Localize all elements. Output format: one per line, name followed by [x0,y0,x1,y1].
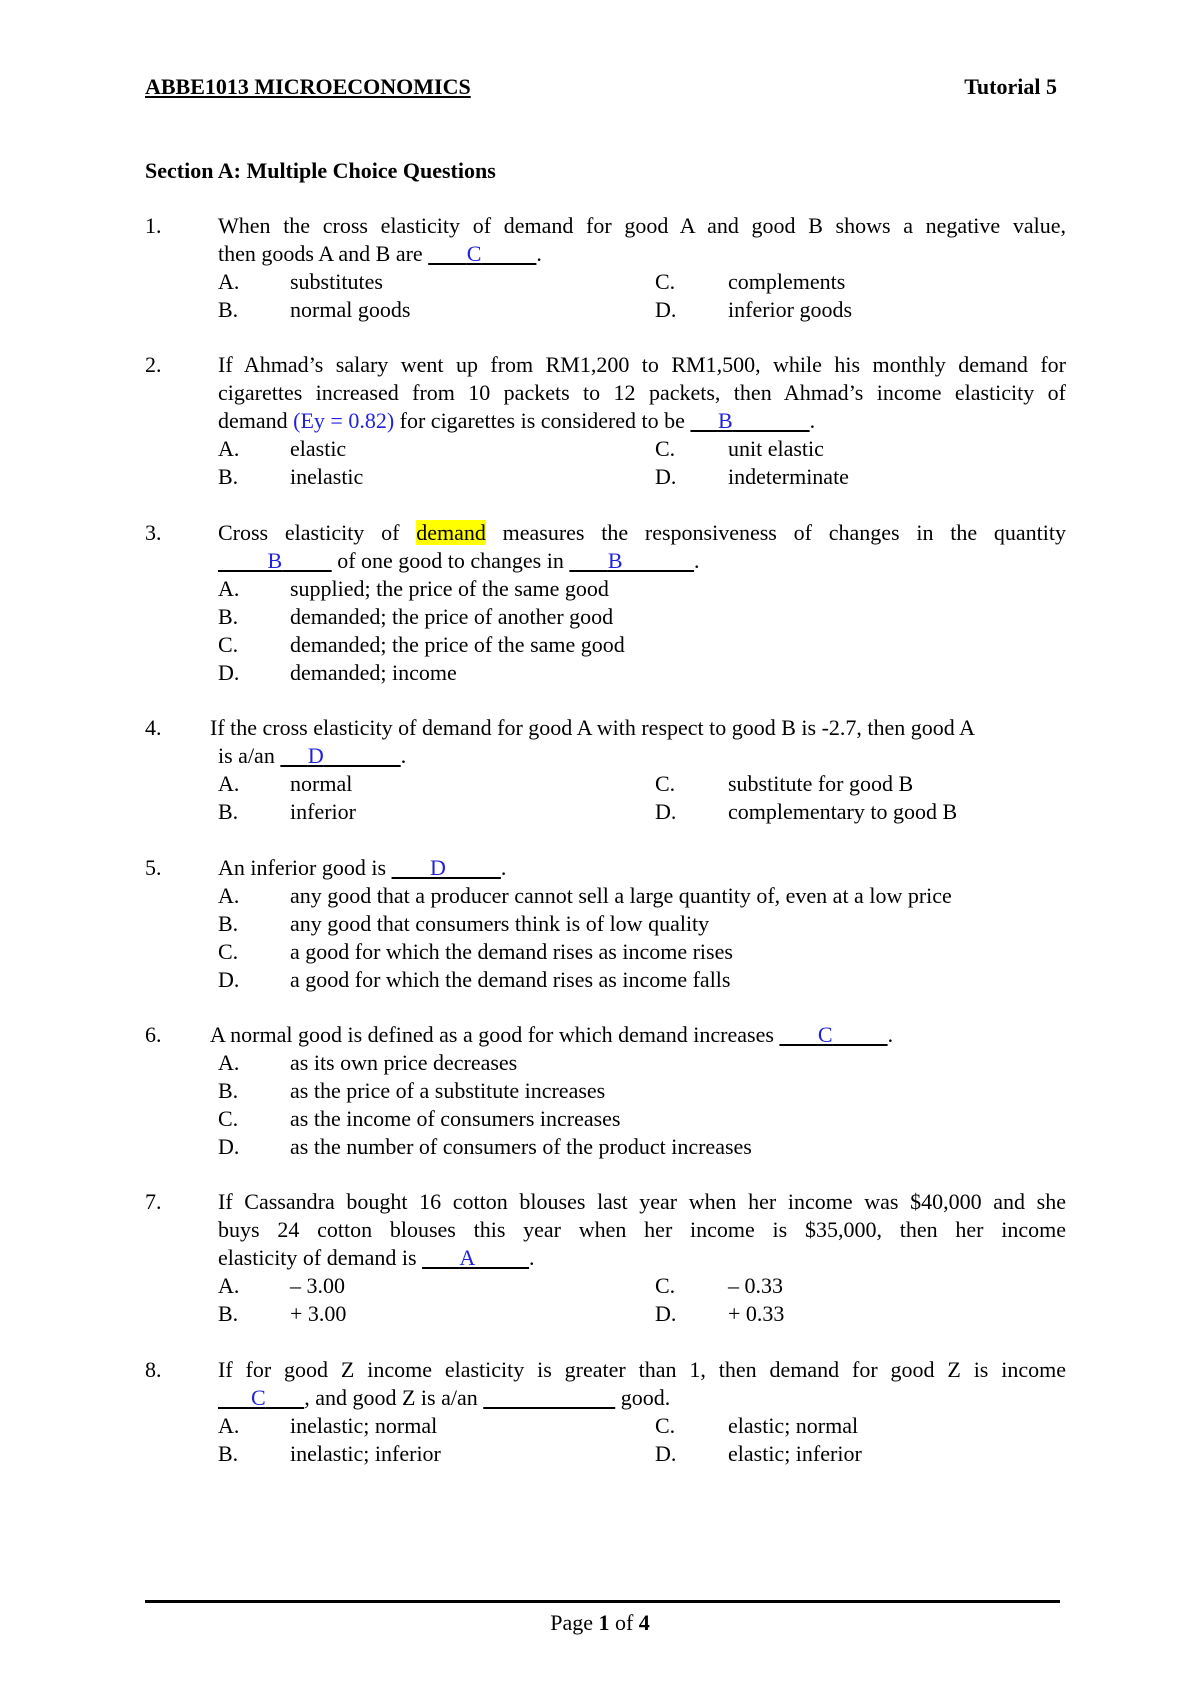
question-number: 4. [145,715,162,740]
answer-blank [218,1385,304,1410]
option-letter: A. [218,1413,240,1438]
option-letter: D. [218,660,240,685]
elasticity-note: (Ey = 0.82) [293,408,395,433]
question-number: 3. [145,520,162,545]
option-letter: D. [655,1301,677,1326]
text-fragment: then goods A and B are [218,241,429,266]
question-text: then goods A and B are C . [218,241,542,266]
option-letter: D. [655,297,677,322]
option-text: any good that consumers think is of low quality [290,911,710,936]
option-text: normal [290,771,353,796]
option-letter: D. [218,1134,240,1159]
option-letter: B. [218,911,239,936]
option-letter: B. [218,297,239,322]
answer-blank [422,1245,529,1270]
answer-text: C [466,241,482,266]
option-letter: C. [218,1106,239,1131]
question-number: 1. [145,213,162,238]
option-text: inferior goods [728,297,853,322]
option-letter: B. [218,604,239,629]
option-letter: C. [218,632,239,657]
question-text: A normal good is defined as a good for which demand increases C . [210,1022,894,1047]
option-text: a good for which the demand rises as income falls [290,967,731,992]
option-letter: C. [218,939,239,964]
answer-text: A [459,1245,475,1270]
option-text: substitutes [290,269,383,294]
option-text: inelastic; inferior [290,1441,441,1466]
option-letter: C. [655,771,676,796]
page-total: 4 [638,1610,650,1635]
question-text: When the cross elasticity of demand for good A and good B shows a negative value, [218,213,1066,238]
question-text: is a/an D . [218,743,407,768]
page-number: 1 [598,1610,610,1635]
question-text: If Cassandra bought 16 cotton blouses last year when her income was $40,000 and she [218,1189,1066,1214]
text-fragment: measures the responsiveness of changes in the quantity [485,520,1066,545]
question-number: 2. [145,352,162,377]
answer-text: B [717,408,733,433]
answer-blank [218,548,332,573]
question-text: If Ahmad’s salary went up from RM1,200 to RM1,500, while his monthly demand for [218,352,1066,377]
option-text: as the price of a substitute increases [290,1078,606,1103]
answer-text: C [251,1385,266,1410]
option-letter: A. [218,436,240,461]
answer-blank [569,548,694,573]
page-footer [0,1610,1200,1636]
question-text: If the cross elasticity of demand for good A with respect to good B is -2.7, then good A [210,715,975,740]
option-letter: B. [218,1301,239,1326]
text-fragment: is a/an [218,743,281,768]
question-number: 5. [145,855,162,880]
option-text: as the number of consumers of the product increases [290,1134,752,1159]
option-text: complements [728,269,846,294]
option-letter: D. [655,799,677,824]
option-letter: A. [218,1273,240,1298]
text-fragment: elasticity of demand is [218,1245,423,1270]
option-letter: C. [655,269,676,294]
course-title: ABBE1013 MICROECONOMICS [145,74,471,99]
option-text: elastic; inferior [728,1441,862,1466]
answer-blank [483,1385,615,1410]
option-letter: D. [218,967,240,992]
text-fragment: , and good Z is a/an [304,1385,484,1410]
answer-blank [779,1022,887,1047]
answer-text: B [607,548,623,573]
question-number: 7. [145,1189,162,1214]
option-text: as the income of consumers increases [290,1106,621,1131]
option-letter: B. [218,1078,239,1103]
option-text: demanded; the price of the same good [290,632,625,657]
option-text: inelastic [290,464,364,489]
text-fragment: A normal good is defined as a good for which demand increases [210,1022,780,1047]
question-number: 6. [145,1022,162,1047]
question-text [218,520,1066,546]
text-fragment: demand [218,408,294,433]
option-letter: A. [218,883,240,908]
footer-divider [145,1600,1060,1603]
question-text: demand (Ey = 0.82) for cigarettes is considered to be B . [218,408,816,433]
text-fragment: Cross elasticity of [218,520,417,545]
answer-blank [280,743,400,768]
answer-text: C [817,1022,833,1047]
option-text: inferior [290,799,356,824]
question-text: buys 24 cotton blouses this year when her income is $35,000, then her income [218,1217,1066,1242]
option-text: any good that a producer cannot sell a large quantity of, even at a low price [290,883,952,908]
option-letter: B. [218,464,239,489]
option-letter: A. [218,771,240,796]
answer-blank [428,241,536,266]
option-text: – 3.00 [290,1273,345,1298]
option-text: a good for which the demand rises as income rises [290,939,733,964]
option-letter: D. [655,464,677,489]
section-title: Section A: Multiple Choice Questions [145,158,496,183]
question-text: B of one good to changes in B . [218,548,700,574]
option-text: elastic; normal [728,1413,859,1438]
text-fragment: for cigarettes is considered to be [394,408,691,433]
option-text: unit elastic [728,436,824,461]
answer-text: B [267,548,283,573]
question-text: An inferior good is D . [218,855,507,880]
option-text: + 0.33 [728,1301,785,1326]
option-letter: A. [218,576,240,601]
answer-blank [392,855,501,880]
text-fragment: good. [615,1385,671,1410]
question-text: cigarettes increased from 10 packets to 12 packets, then Ahmad’s income elasticity of [218,380,1066,405]
option-text: normal goods [290,297,411,322]
answer-text: D [430,855,446,880]
option-text: demanded; income [290,660,457,685]
option-text: supplied; the price of the same good [290,576,609,601]
option-text: demanded; the price of another good [290,604,614,629]
question-text: If for good Z income elasticity is greater than 1, then demand for good Z is income [218,1357,1066,1382]
option-letter: C. [655,1413,676,1438]
question-text [218,1385,670,1411]
option-letter: B. [218,1441,239,1466]
option-letter: C. [655,436,676,461]
option-text: – 0.33 [728,1273,783,1298]
option-text: elastic [290,436,347,461]
tutorial-label: Tutorial 5 [964,74,1057,99]
highlighted-word: demand [416,520,486,545]
answer-blank [690,408,809,433]
text-fragment: of one good to changes in [331,548,570,573]
option-text: as its own price decreases [290,1050,518,1075]
option-letter: B. [218,799,239,824]
question-text: elasticity of demand is A . [218,1245,535,1270]
question-number: 8. [145,1357,162,1382]
option-letter: C. [655,1273,676,1298]
answer-text: D [307,743,324,768]
option-text: complementary to good B [728,799,958,824]
footer-text: of [609,1610,639,1635]
option-text: inelastic; normal [290,1413,438,1438]
option-text: + 3.00 [290,1301,347,1326]
option-letter: A. [218,1050,240,1075]
text-fragment: An inferior good is [218,855,392,880]
footer-text: Page [550,1610,599,1635]
option-letter: D. [655,1441,677,1466]
option-text: substitute for good B [728,771,914,796]
option-text: indeterminate [728,464,849,489]
option-letter: A. [218,269,240,294]
